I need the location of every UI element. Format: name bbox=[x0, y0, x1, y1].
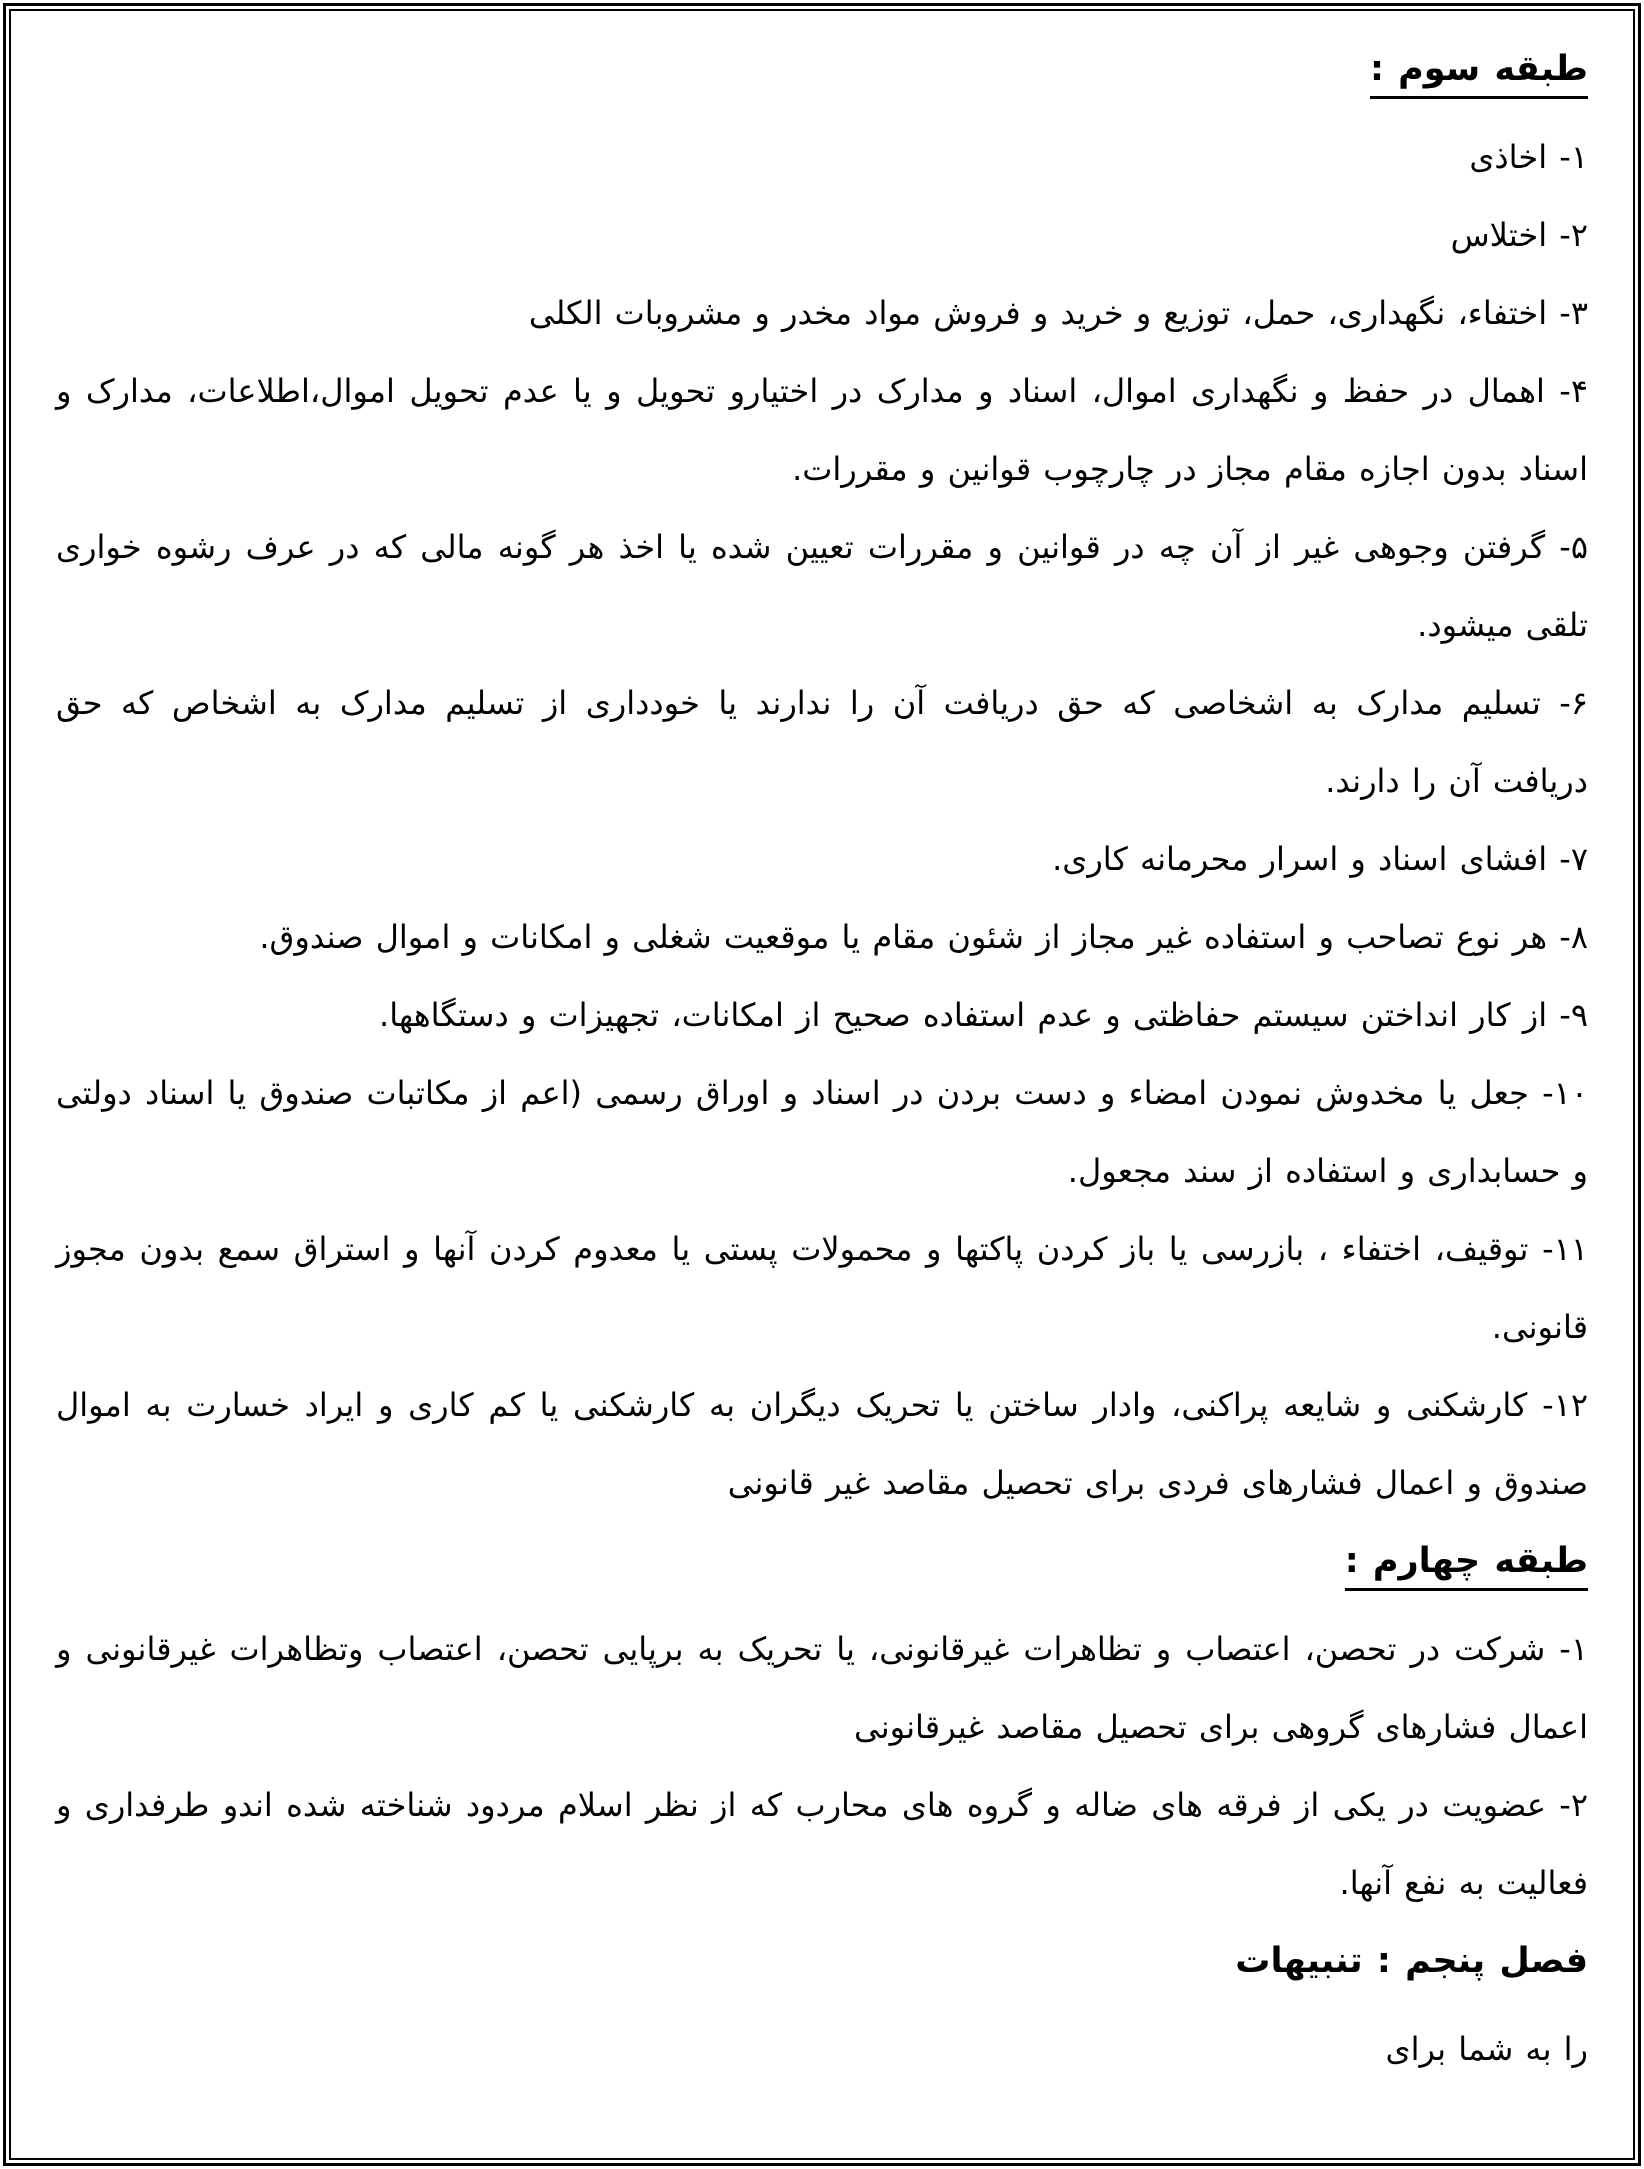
text-line: اعمال فشارهای گروهی برای تحصیل مقاصد غیرقانونی bbox=[854, 1708, 1588, 1746]
text-line: دریافت آن را دارند. bbox=[1325, 762, 1588, 800]
text-line: و حسابداری و استفاده از سند مجعول. bbox=[1067, 1152, 1588, 1190]
text-line: ۱- شرکت در تحصن، اعتصاب و تظاهرات غیرقانونی، یا تحریک به برپایی تحصن، اعتصاب وتظاهرات غیرقانونی و bbox=[56, 1630, 1588, 1668]
text-line: اسناد بدون اجازه مقام مجاز در چارچوب قوانین و مقررات. bbox=[792, 450, 1588, 488]
list-item bbox=[56, 118, 1588, 196]
text-line: ۲- اختلاس bbox=[1450, 216, 1588, 254]
text-line: قانونی. bbox=[1491, 1308, 1588, 1346]
text-line: تلقی میشود. bbox=[1417, 606, 1588, 644]
list-item bbox=[56, 664, 1588, 820]
text-line: ۹- از کار انداختن سیستم حفاظتی و عدم استفاده صحیح از امکانات، تجهیزات و دستگاهها. bbox=[379, 996, 1588, 1034]
text-line: فعالیت به نفع آنها. bbox=[1339, 1864, 1588, 1902]
list-item bbox=[56, 352, 1588, 508]
list-item bbox=[56, 1054, 1588, 1210]
list-item bbox=[56, 508, 1588, 664]
text-line bbox=[56, 30, 1588, 108]
list-item bbox=[56, 196, 1588, 274]
text-line: ۶- تسلیم مدارک به اشخاصی که حق دریافت آن را ندارند یا خودداری از تسلیم مدارک به اشخاص که حق bbox=[56, 684, 1588, 722]
text-line: ۱- اخاذی bbox=[1469, 138, 1588, 176]
heading-text: فصل پنجم : تنبیهات bbox=[1235, 1941, 1588, 1981]
text-line: ۴- اهمال در حفظ و نگهداری اموال، اسناد و مدارک در اختیارو تحویل و یا عدم تحویل اموال،اطلاعات، مدارک و bbox=[56, 372, 1588, 410]
heading-text: طبقه سوم : bbox=[1370, 49, 1588, 99]
text-line: ۲- عضویت در یکی از فرقه های ضاله و گروه های محارب که از نظر اسلام مردود شناخته شده اندو طرفداری و bbox=[56, 1786, 1588, 1824]
text-line bbox=[56, 1522, 1588, 1600]
section-heading bbox=[56, 1922, 1588, 2000]
text-line: ۱۱- توقیف، اختفاء ، بازرسی یا باز کردن پاکتها و محمولات پستی یا معدوم کردن آنها و استراق سمع بدون مجوز bbox=[56, 1230, 1588, 1268]
section-heading bbox=[56, 1522, 1588, 1600]
text-line: ۷- افشای اسناد و اسرار محرمانه کاری. bbox=[1052, 840, 1588, 878]
paragraph bbox=[56, 2010, 1588, 2088]
text-line: صندوق و اعمال فشارهای فردی برای تحصیل مقاصد غیر قانونی bbox=[727, 1464, 1588, 1502]
text-line: را به شما برای bbox=[1385, 2030, 1588, 2068]
list-item bbox=[56, 1366, 1588, 1522]
list-item bbox=[56, 976, 1588, 1054]
text-line: ۳- اختفاء، نگهداری، حمل، توزیع و خرید و فروش مواد مخدر و مشروبات الکلی bbox=[528, 294, 1588, 332]
list-item bbox=[56, 898, 1588, 976]
heading-text: طبقه چهارم : bbox=[1345, 1541, 1588, 1591]
list-item bbox=[56, 820, 1588, 898]
text-line: ۱۲- کارشکنی و شایعه پراکنی، وادار ساختن یا تحریک دیگران به کارشکنی یا کم کاری و ایراد خسارت به اموال bbox=[56, 1386, 1588, 1424]
text-line: ۸- هر نوع تصاحب و استفاده غیر مجاز از شئون مقام یا موقعیت شغلی و امکانات و اموال صندوق. bbox=[259, 918, 1588, 956]
text-line: ۱۰- جعل یا مخدوش نمودن امضاء و دست بردن در اسناد و اوراق رسمی (اعم از مکاتبات صندوق یا اسناد دولتی bbox=[56, 1074, 1588, 1112]
text-line bbox=[56, 1922, 1588, 2000]
list-item bbox=[56, 1766, 1588, 1922]
text-line: ۵- گرفتن وجوهی غیر از آن چه در قوانین و مقررات تعیین شده یا اخذ هر گونه مالی که در عرف رشوه خواری bbox=[56, 528, 1588, 566]
section-heading bbox=[56, 30, 1588, 108]
list-item bbox=[56, 1210, 1588, 1366]
list-item bbox=[56, 1610, 1588, 1766]
list-item bbox=[56, 274, 1588, 352]
